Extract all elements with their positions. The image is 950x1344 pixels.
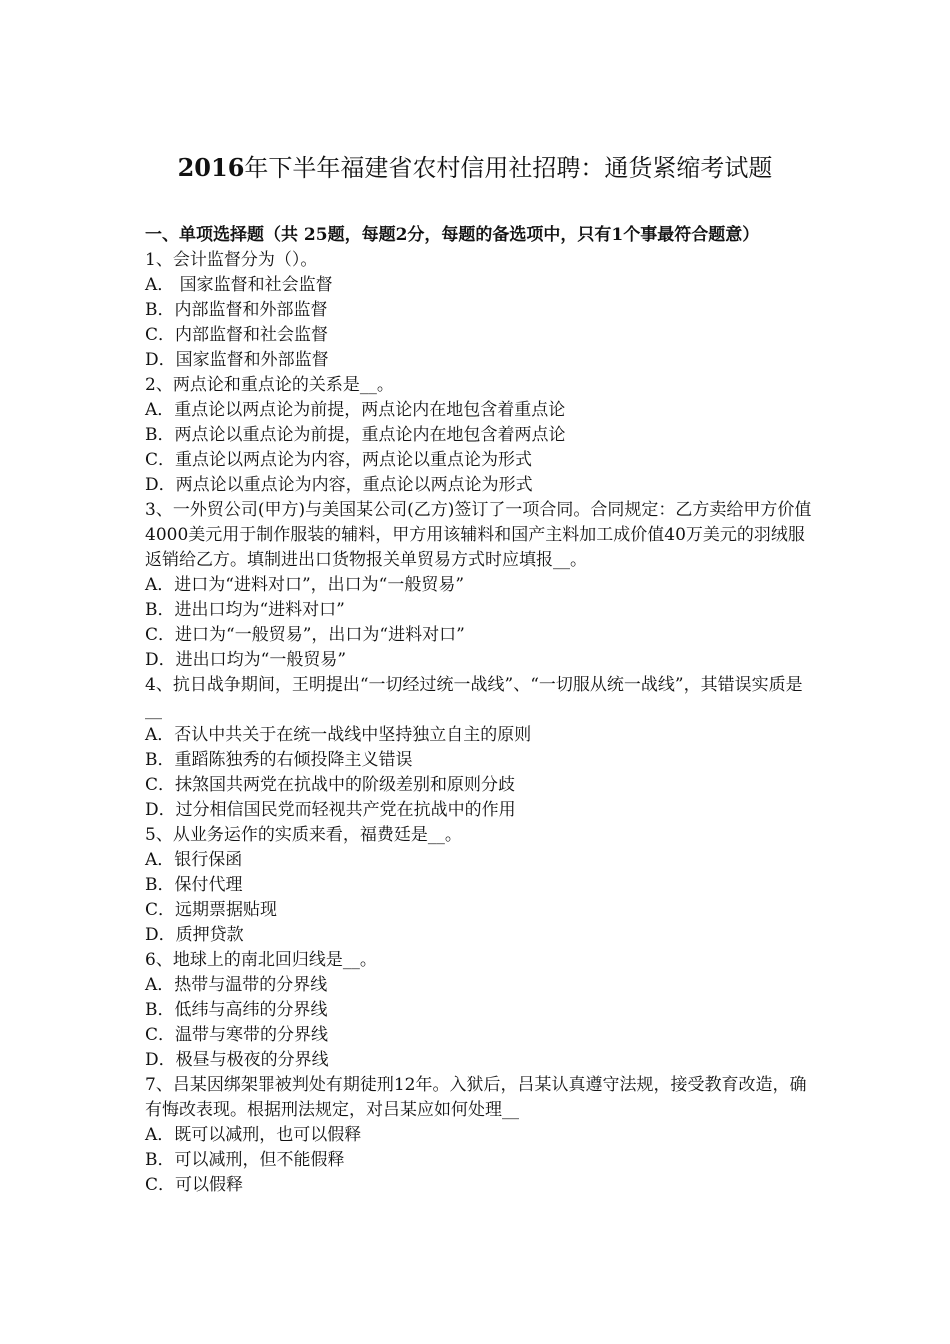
option: B．进出口均为“进料对口” [145, 600, 345, 620]
option: D．国家监督和外部监督 [145, 350, 329, 370]
question-4 [145, 673, 817, 823]
option: C．远期票据贴现 [145, 900, 278, 920]
option: D．质押贷款 [145, 925, 244, 945]
section-heading: 一、单项选择题（共 25题，每题2分，每题的备选项中，只有1个事最符合题意） [145, 225, 760, 245]
question-stem: 3、一外贸公司(甲方)与美国某公司(乙方)签订了一项合同。合同规定：乙方卖给甲方价值4000美元用于制作服装的辅料，甲方用该辅料和国产主料加工成价值40万美元的羽绒服返销给乙方。填制进出口货物报关单贸易方式时应填报__。 [145, 500, 812, 570]
option: A．既可以减刑，也可以假释 [145, 1125, 362, 1145]
option: C．进口为“一般贸易”，出口为“进料对口” [145, 625, 465, 645]
option: A．银行保函 [145, 850, 243, 870]
question-stem: 1、会计监督分为（）。 [145, 250, 318, 270]
option: D．极昼与极夜的分界线 [145, 1050, 329, 1070]
option: C．可以假释 [145, 1175, 244, 1195]
option: A． 国家监督和社会监督 [145, 275, 333, 295]
option: B．重蹈陈独秀的右倾投降主义错误 [145, 750, 413, 770]
option: C．重点论以两点论为内容，两点论以重点论为形式 [145, 450, 533, 470]
option: D．进出口均为“一般贸易” [145, 650, 347, 670]
question-2 [145, 373, 817, 498]
title-year: 2016 [177, 153, 245, 182]
option: C．温带与寒带的分界线 [145, 1025, 329, 1045]
option: B．保付代理 [145, 875, 243, 895]
option: B．可以减刑，但不能假释 [145, 1150, 345, 1170]
option: D．过分相信国民党而轻视共产党在抗战中的作用 [145, 800, 516, 820]
option: A．进口为“进料对口”，出口为“一般贸易” [145, 575, 465, 595]
option: B．两点论以重点论为前提，重点论内在地包含着两点论 [145, 425, 566, 445]
question-stem: 4、抗日战争期间，王明提出“一切经过统一战线”、“一切服从统一战线”，其错误实质是__ [145, 675, 803, 720]
option: B．内部监督和外部监督 [145, 300, 328, 320]
question-3 [145, 498, 817, 673]
document-body [145, 223, 817, 1198]
question-7 [145, 1073, 817, 1198]
question-5 [145, 823, 817, 948]
question-1 [145, 248, 817, 373]
option: A．否认中共关于在统一战线中坚持独立自主的原则 [145, 725, 532, 745]
option: C．抹煞国共两党在抗战中的阶级差别和原则分歧 [145, 775, 516, 795]
option: A．重点论以两点论为前提，两点论内在地包含着重点论 [145, 400, 566, 420]
document-title [0, 150, 950, 186]
question-6 [145, 948, 817, 1073]
question-stem: 2、两点论和重点论的关系是__。 [145, 375, 394, 395]
question-stem: 7、吕某因绑架罪被判处有期徒刑12年。入狱后，吕某认真遵守法规，接受教育改造，确有悔改表现。根据刑法规定，对吕某应如何处理__ [145, 1075, 807, 1120]
option: D．两点论以重点论为内容，重点论以两点论为形式 [145, 475, 533, 495]
question-stem: 5、从业务运作的实质来看，福费廷是__。 [145, 825, 462, 845]
option: C．内部监督和社会监督 [145, 325, 329, 345]
title-text: 年下半年福建省农村信用社招聘：通货紧缩考试题 [244, 154, 773, 182]
question-stem: 6、地球上的南北回归线是__。 [145, 950, 377, 970]
option: B．低纬与高纬的分界线 [145, 1000, 328, 1020]
option: A．热带与温带的分界线 [145, 975, 328, 995]
